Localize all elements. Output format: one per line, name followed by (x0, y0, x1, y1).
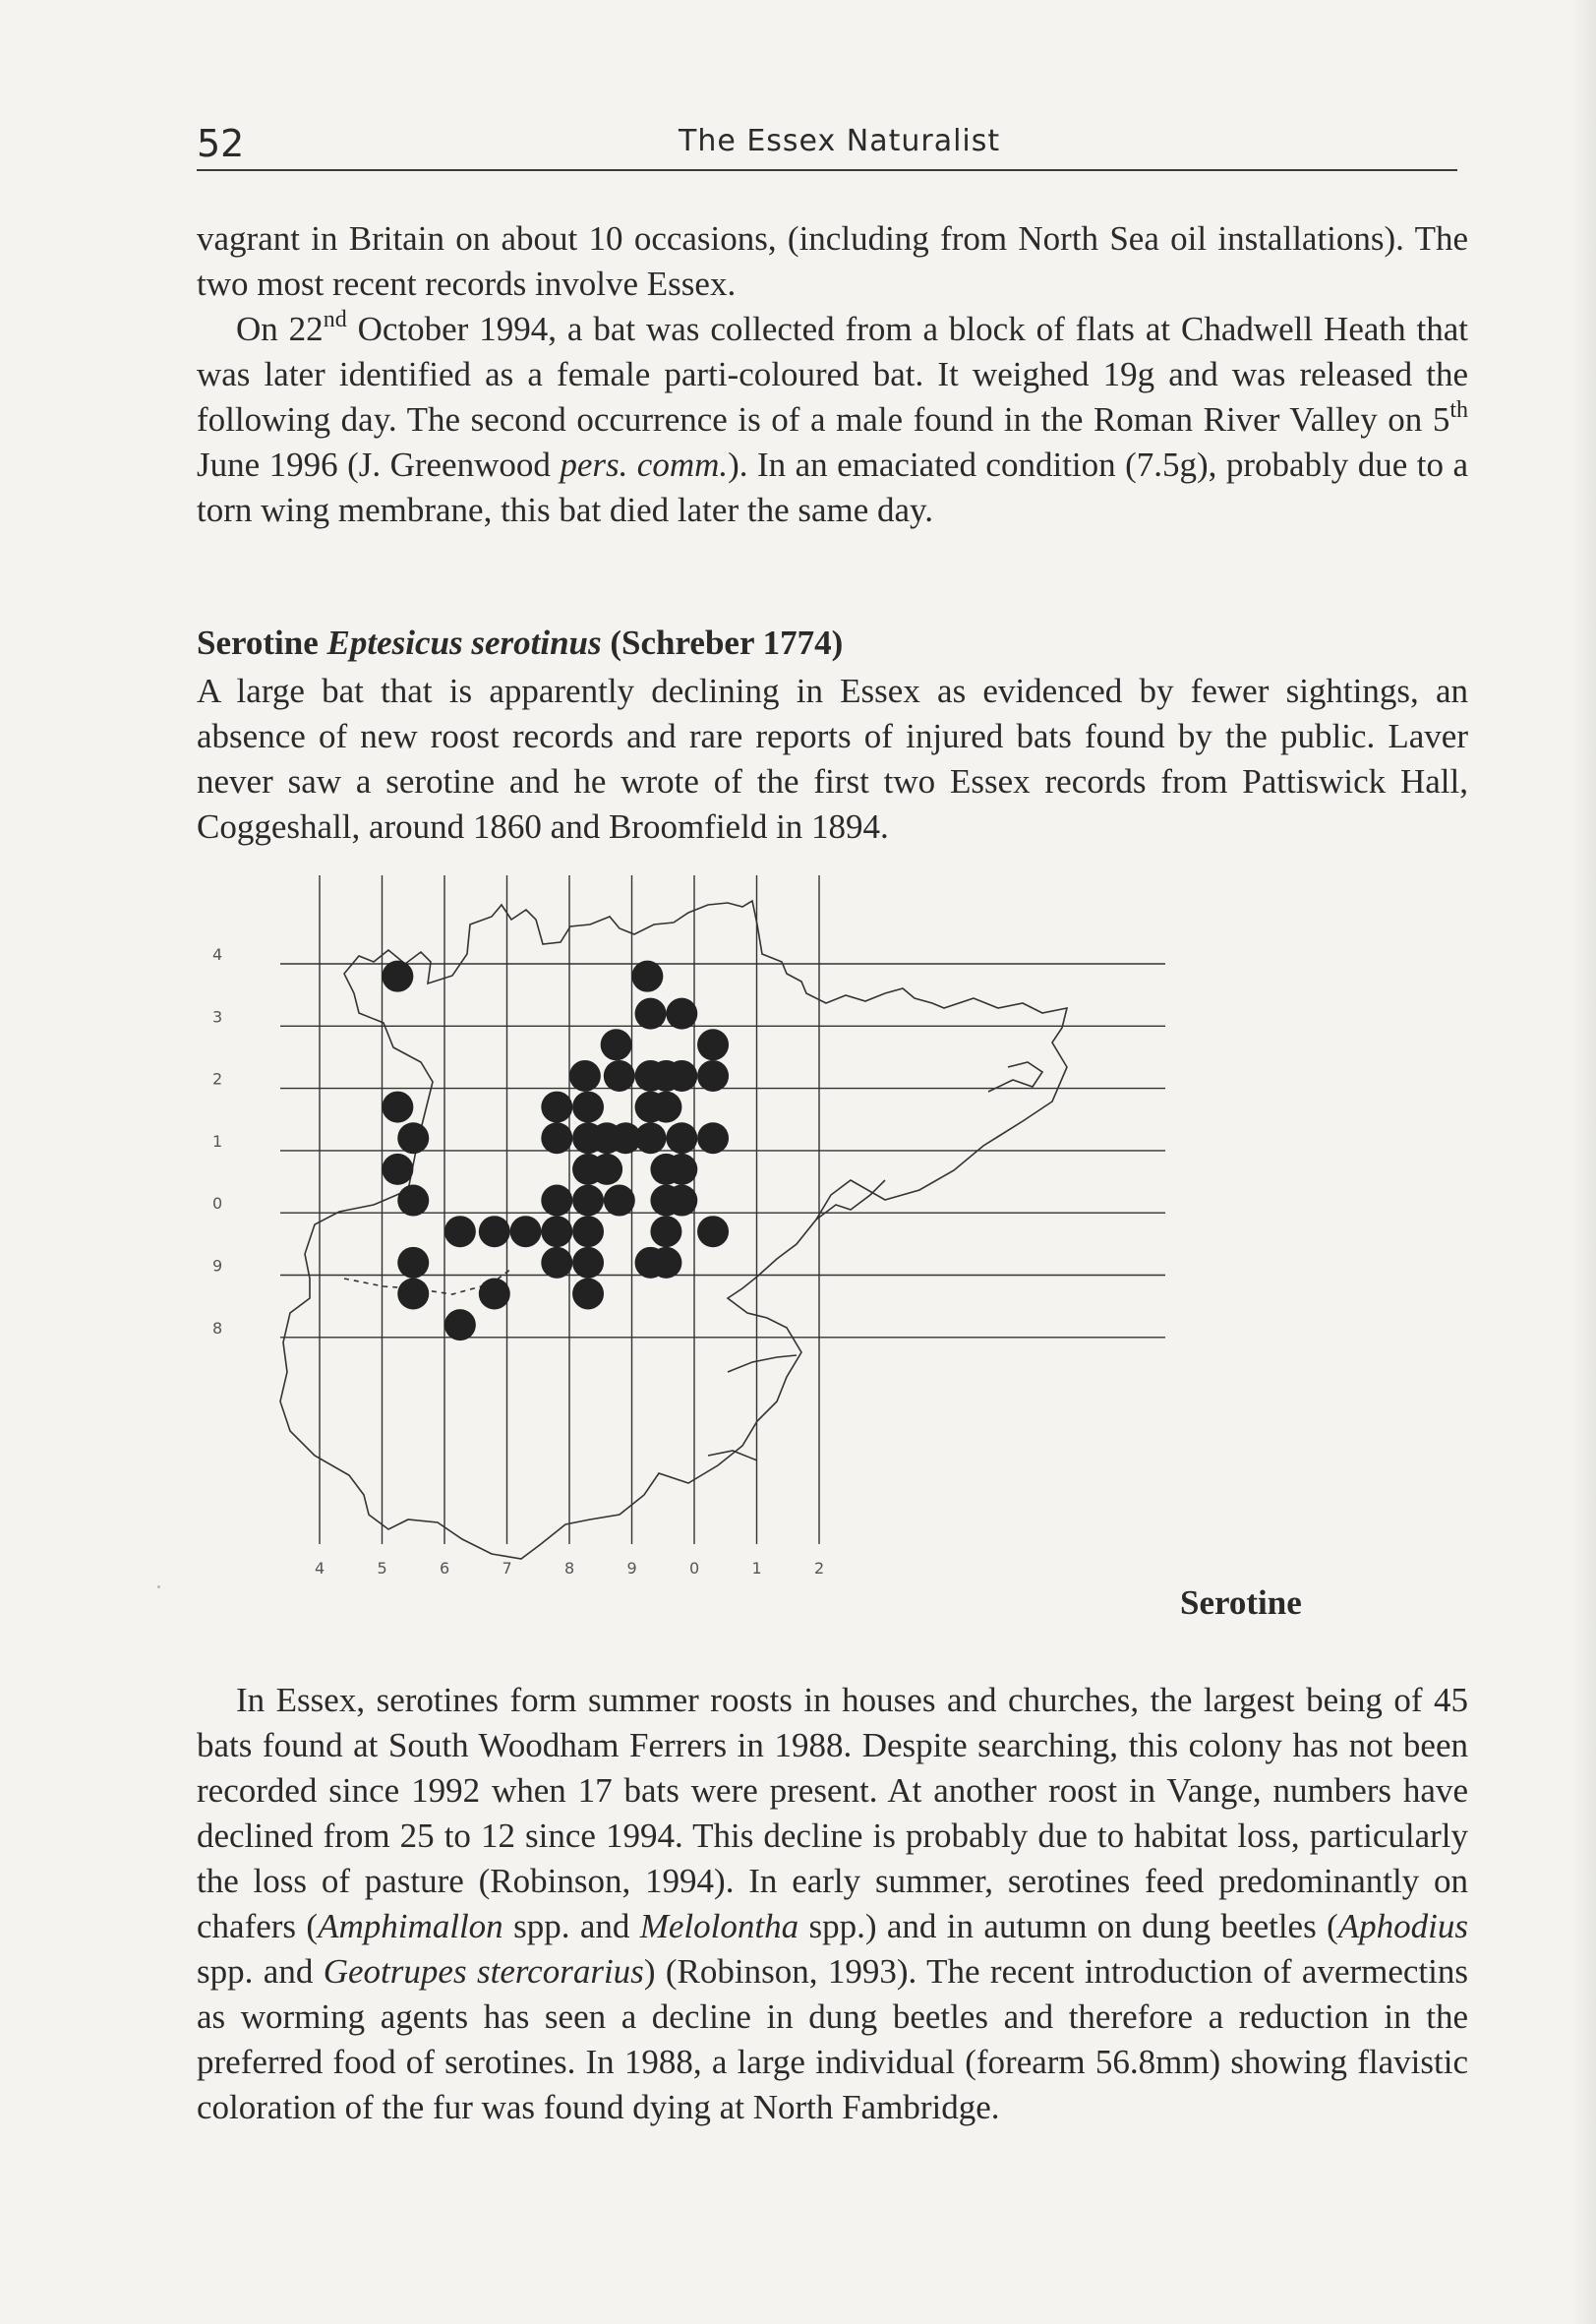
x-tick-labels (315, 1559, 824, 1578)
x-tick-label: 5 (377, 1559, 387, 1578)
y-tick-labels (212, 945, 222, 1338)
record-dot (604, 1185, 635, 1217)
text-block-bottom (197, 1678, 1468, 2130)
y-tick-label: 9 (212, 1256, 223, 1276)
record-dot (397, 1278, 429, 1309)
record-dot (382, 1154, 413, 1185)
record-dot (631, 961, 663, 992)
y-tick-label: 3 (212, 1007, 223, 1027)
record-dot (572, 1092, 604, 1123)
y-tick-label: 8 (212, 1318, 223, 1338)
record-dot (650, 1092, 681, 1123)
y-tick-label: 1 (212, 1131, 223, 1151)
record-dot (572, 1216, 604, 1247)
record-dot (697, 1060, 729, 1092)
superscript: nd (323, 307, 347, 332)
distribution-map (197, 865, 1180, 1642)
record-dot (666, 1154, 697, 1185)
record-dot (382, 1092, 413, 1123)
record-dot (650, 1216, 681, 1247)
italic-run: Melolontha (639, 1907, 799, 1945)
italic-run: Aphodius (1337, 1907, 1468, 1945)
x-tick-label: 4 (315, 1559, 325, 1578)
header-rule (197, 169, 1457, 171)
record-dot (666, 1060, 697, 1092)
y-tick-label: 2 (212, 1069, 223, 1089)
x-tick-label: 8 (564, 1559, 575, 1578)
hamford-water (988, 1062, 1042, 1092)
italic-run: Amphimallon (318, 1907, 503, 1945)
record-dot (572, 1247, 604, 1279)
record-dot (569, 1060, 601, 1092)
page-header (197, 116, 1455, 175)
text-run: October 1994, a bat was collected from a block of flats at Chadwell Heath that was later identified as a female parti-coloured bat. It weighed 19g and was released the following day. The second occurrence is of a male found in the Roman River Valley on 5 (197, 310, 1468, 439)
text-block-top (197, 216, 1468, 533)
record-dot (604, 1060, 635, 1092)
record-dot (397, 1247, 429, 1279)
record-dot (591, 1154, 622, 1185)
text-run: spp. and (197, 1952, 324, 1991)
record-dot (666, 1122, 697, 1154)
record-dot (444, 1216, 476, 1247)
record-dot (397, 1185, 429, 1217)
record-dot (382, 961, 413, 992)
record-dot (650, 1247, 681, 1279)
record-dot (397, 1122, 429, 1154)
italic-run: pers. comm. (560, 446, 729, 484)
latin-name: Eptesicus serotinus (326, 624, 602, 662)
x-tick-label: 1 (751, 1559, 762, 1578)
text-run: June 1996 (J. Greenwood (197, 446, 561, 484)
x-tick-label: 9 (626, 1559, 637, 1578)
river-thames-inlet (708, 1451, 757, 1460)
x-tick-label: 6 (440, 1559, 450, 1578)
record-dot (541, 1247, 572, 1279)
record-dot (697, 1029, 729, 1060)
y-tick-label: 0 (212, 1194, 223, 1214)
record-dot (541, 1216, 572, 1247)
x-tick-label: 7 (502, 1559, 512, 1578)
record-dot (635, 1122, 667, 1154)
record-dot (635, 998, 667, 1030)
page-number: 52 (197, 122, 245, 165)
record-dot (666, 998, 697, 1030)
text-run: ) (Robinson, 1993). The recent introduction of avermectins as worming agents has seen a decline in dung beetles and therefore a reduction in the preferred food of serotines. In 1988, a large individual (forearm 56.8mm) showing flavistic coloration of the fur was found dying at North Fambridge. (197, 1952, 1469, 2126)
record-dot (601, 1029, 632, 1060)
superscript: th (1449, 397, 1468, 423)
record-dot (510, 1216, 542, 1247)
x-tick-label: 2 (814, 1559, 825, 1578)
page-edge-shadow (1572, 0, 1596, 2324)
record-dot (541, 1092, 572, 1123)
print-speck (157, 1585, 160, 1588)
record-dot (572, 1278, 604, 1309)
record-dot (444, 1309, 476, 1341)
x-tick-label: 0 (689, 1559, 700, 1578)
running-head: The Essex Naturalist (679, 124, 1001, 158)
y-tick-label: 4 (212, 945, 223, 964)
paragraph-records (197, 307, 1468, 533)
record-dot (479, 1278, 510, 1309)
text-run: In Essex, serotines form summer roosts in houses and churches, the largest being of 45 bats found at South Woodham Ferrers in 1988. Despite searching, this colony has not been recorded since 1992 when 17 bats were present. At another roost in Vange, numbers have declined from 25 to 12 since 1994. This decline is probably due to habitat loss, particularly the loss of pasture (Robinson, 1994). In early summer, serotines feed predominantly on chafers ( (197, 1681, 1468, 1945)
text-run: spp. and (502, 1907, 640, 1945)
paragraph-vagrant: vagrant in Britain on about 10 occasions, (including from North Sea oil installations). The two most recent records involve Essex. (197, 219, 1468, 303)
text-run: ). In an emaciated condition (7.5g), probably due to a torn wing membrane, this bat died later the same day. (197, 446, 1468, 529)
common-name: Serotine (197, 624, 327, 662)
record-dot (666, 1185, 697, 1217)
italic-run: Geotrupes stercorarius (323, 1952, 644, 1991)
species-heading (197, 624, 843, 663)
paragraph-roosts (197, 1678, 1468, 2130)
text-block-serotine-intro (197, 669, 1468, 850)
map-label: Serotine (1180, 1583, 1302, 1622)
record-dot (572, 1185, 604, 1217)
record-dot (697, 1216, 729, 1247)
paragraph-serotine-intro: A large bat that is apparently declining in Essex as evidenced by fewer sightings, an absence of new roost records and rare reports of injured bats found by the public. Laver never saw a serotine and he wrote of the first two Essex records from Pattiswick Hall, Coggeshall, around 1860 and Broomfield in 1894. (197, 672, 1468, 846)
authority: (Schreber 1774) (601, 624, 844, 662)
text-run: On 22 (236, 310, 324, 348)
text-run: spp.) and in autumn on dung beetles ( (798, 1907, 1338, 1945)
record-dot (479, 1216, 510, 1247)
record-dot (541, 1122, 572, 1154)
river-crouch (728, 1355, 797, 1372)
record-dot (697, 1122, 729, 1154)
record-dot (541, 1185, 572, 1217)
river-blackwater (816, 1180, 885, 1220)
